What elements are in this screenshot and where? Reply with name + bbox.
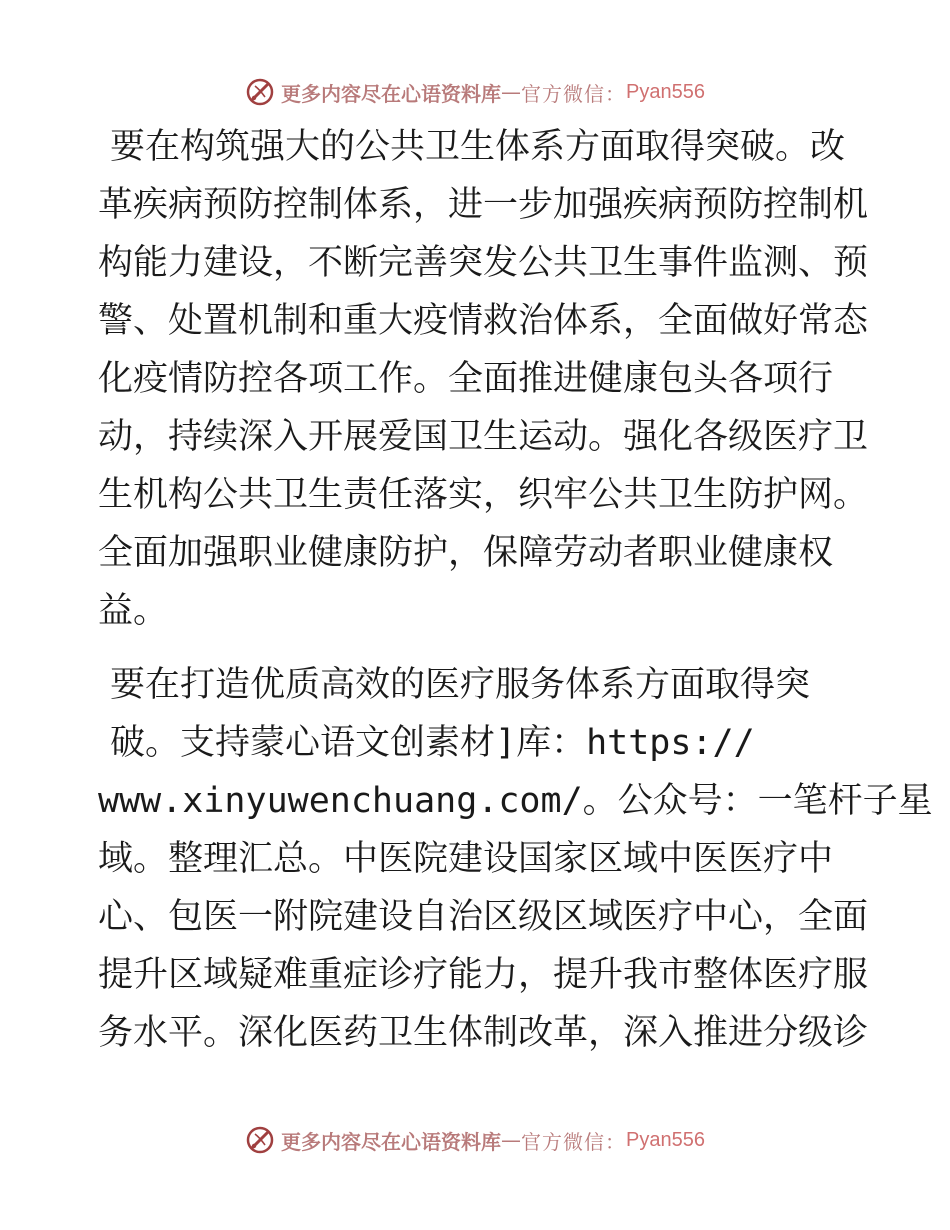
brush-logo-icon: [245, 77, 275, 107]
text-line: 提升区域疑难重症诊疗能力，提升我市整体医疗服: [98, 955, 869, 995]
text-line: 革疾病预防控制体系，进一步加强疾病预防控制机: [98, 185, 869, 225]
banner-title: 更多内容尽在心语资料库: [281, 81, 502, 106]
banner-wechat-label: 官方微信：: [521, 1129, 627, 1154]
text-line: 要在构筑强大的公共卫生体系方面取得突破。改: [110, 127, 846, 167]
banner-separator: —: [501, 1128, 522, 1152]
banner-separator: —: [501, 80, 522, 104]
banner-wechat-label: 官方微信：: [521, 81, 627, 106]
document-body: [98, 118, 933, 1062]
paragraph: [98, 118, 869, 640]
paragraph: [98, 656, 933, 1062]
brush-logo-icon: [245, 1125, 275, 1155]
text-line: 务水平。深化医药卫生体制改革，深入推进分级诊: [98, 1013, 869, 1053]
banner-title: 更多内容尽在心语资料库: [281, 1129, 502, 1154]
text-line: 警、处置机制和重大疫情救治体系，全面做好常态: [98, 301, 869, 341]
text-line: 动，持续深入开展爱国卫生运动。强化各级医疗卫: [98, 417, 869, 457]
text-line: 益。: [98, 591, 169, 631]
text-line: www.xinyuwenchuang.com/。公众号：一笔杆子星: [98, 781, 933, 821]
text-line: 域。整理汇总。中医院建设国家区域中医医疗中: [98, 839, 834, 879]
banner-wechat-id: Pyan556: [626, 1128, 705, 1151]
header-banner: [0, 72, 950, 112]
text-line: 破。支持蒙心语文创素材]库：https://: [110, 723, 755, 763]
text-line: 化疫情防控各项工作。全面推进健康包头各项行: [98, 359, 834, 399]
banner-wechat-id: Pyan556: [626, 80, 705, 103]
footer-banner: [0, 1120, 950, 1160]
text-line: 构能力建设，不断完善突发公共卫生事件监测、预: [98, 243, 869, 283]
text-line: 全面加强职业健康防护，保障劳动者职业健康权: [98, 533, 834, 573]
text-line: 要在打造优质高效的医疗服务体系方面取得突: [110, 665, 811, 705]
text-line: 心、包医一附院建设自治区级区域医疗中心，全面: [98, 897, 869, 937]
text-line: 生机构公共卫生责任落实，织牢公共卫生防护网。: [98, 475, 869, 515]
